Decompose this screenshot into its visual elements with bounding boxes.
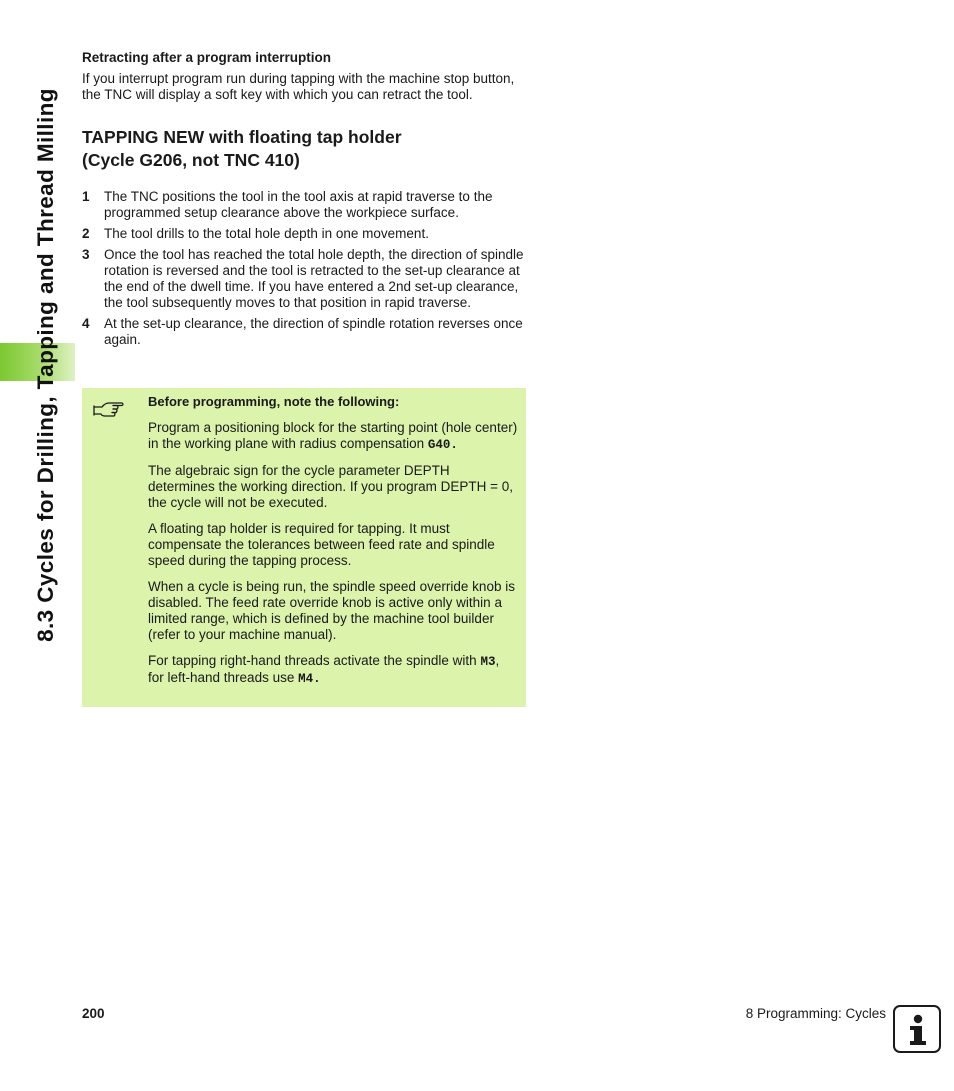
code-m3: M3 [480, 655, 496, 669]
note-title: Before programming, note the following: [148, 394, 400, 409]
cycle-heading [82, 126, 528, 172]
code-g40: G40. [427, 438, 458, 452]
list-item [82, 226, 528, 242]
step-text: At the set-up clearance, the direction of spindle rotation reverses once again. [104, 316, 523, 347]
note-text: For tapping right-hand threads activate the spindle with [148, 653, 481, 668]
chapter-label: 8 Programming: Cycles [745, 1006, 886, 1021]
pointing-hand-icon [92, 398, 126, 422]
note-text: Program a positioning block for the starting point (hole center) in the working plane with radius compensation [148, 420, 518, 451]
note-paragraph [148, 420, 518, 453]
step-text: Once the tool has reached the total hole depth, the direction of spindle rotation is reversed and the tool is retracted to the set-up clearance at the end of the dwell time. If you have entered a 2nd set-up clearance, the tool subsequently moves to that position in rapid traverse. [104, 247, 524, 310]
note-paragraph: When a cycle is being run, the spindle speed override knob is disabled. The feed rate override knob is active only within a limited range, which is defined by the machine tool builder (refer to your machine manual). [148, 579, 515, 642]
step-number: 2 [82, 226, 90, 241]
note-paragraph: The algebraic sign for the cycle parameter DEPTH determines the working direction. If you program DEPTH = 0, the cycle will not be executed. [148, 463, 514, 510]
sidebar-section-title: 8.3 Cycles for Drilling, Tapping and Thread Milling [33, 88, 58, 642]
note-text: , for left-hand threads use [148, 653, 500, 685]
list-item [82, 247, 528, 311]
main-content [82, 50, 528, 353]
cycle-steps-list [82, 189, 528, 348]
note-paragraph: A floating tap holder is required for tapping. It must compensate the tolerances between feed rate and spindle speed during the tapping process. [148, 521, 495, 568]
step-text: The TNC positions the tool in the tool axis at rapid traverse to the programmed setup clearance above the workpiece surface. [104, 189, 493, 220]
cycle-heading-line1: TAPPING NEW with floating tap holder [82, 127, 402, 147]
step-number: 4 [82, 316, 90, 331]
list-item [82, 316, 528, 348]
page-number: 200 [82, 1006, 105, 1021]
list-item [82, 189, 528, 221]
note-body [148, 394, 518, 697]
code-m4: M4. [298, 672, 321, 686]
cycle-heading-line2: (Cycle G206, not TNC 410) [82, 150, 300, 170]
step-number: 1 [82, 189, 90, 204]
step-text: The tool drills to the total hole depth in one movement. [104, 226, 429, 241]
note-paragraph [148, 653, 518, 687]
retract-body: If you interrupt program run during tapping with the machine stop button, the TNC will display a soft key with which you can retract the tool. [82, 71, 515, 102]
step-number: 3 [82, 247, 90, 262]
programming-note-box [82, 388, 526, 707]
retract-heading: Retracting after a program interruption [82, 50, 332, 65]
info-icon [893, 1005, 941, 1053]
